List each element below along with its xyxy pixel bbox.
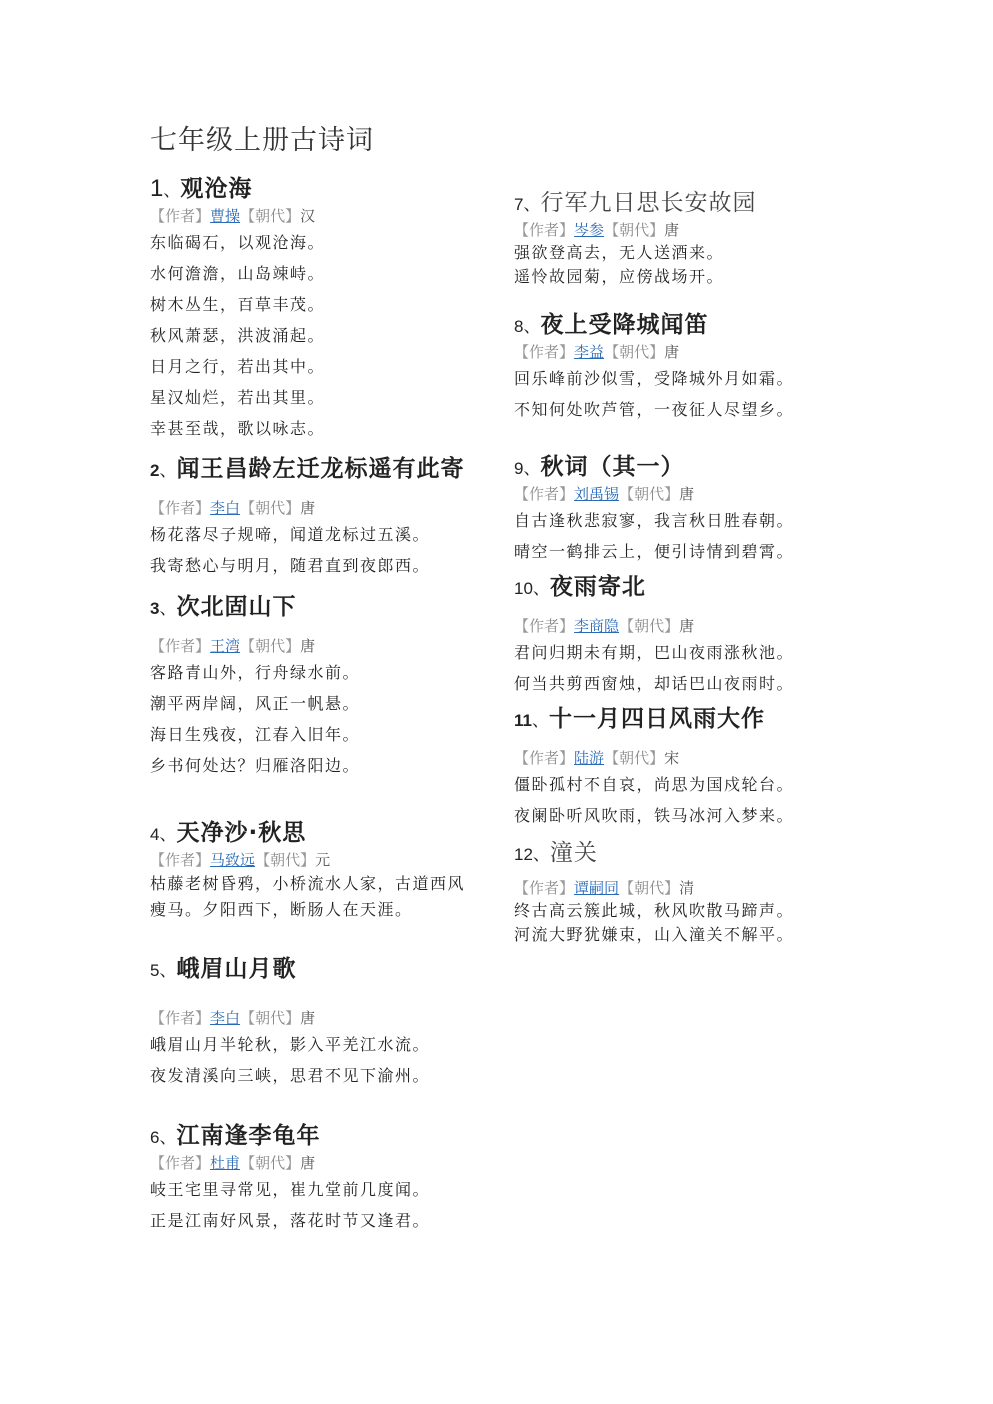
poem-title [514,306,794,339]
poem-meta [514,615,794,637]
poem-line: 不知何处吹芦管，一夜征人尽望乡。 [514,400,795,419]
poem [514,700,794,831]
poem-line: 正是江南好风景，落花时节又逢君。 [150,1211,431,1230]
poem-line: 自古逢秋悲寂寥，我言秋日胜春朝。 [514,511,795,530]
poem-number-separator: 、 [532,845,550,865]
poem-number-separator: 、 [532,579,550,599]
poem-title [514,700,794,733]
dynasty-label: 朝代 [255,1009,286,1027]
poem-meta [514,747,794,769]
poem-title-text: 江南逢李龟年 [176,1123,321,1149]
dynasty-label: 朝代 [634,617,665,635]
poem-title [150,588,360,621]
dynasty-value: 清 [679,879,695,897]
poem-number: 12 [514,845,533,864]
poem-number: 1 [150,175,164,202]
dynasty-label: 朝代 [255,1154,286,1172]
poem [514,834,794,947]
author-label: 作者 [165,499,196,517]
dynasty-value: 唐 [300,499,316,517]
bracket-close: 】 [559,749,575,767]
bracket-close: 】 [664,617,680,635]
poem [514,184,756,289]
dynasty-value: 唐 [664,343,680,361]
bracket-close: 】 [559,485,575,503]
poem-line: 乡书何处达？归雁洛阳边。 [150,756,361,775]
author-label: 作者 [529,221,560,239]
poem-title-text: 十一月四日风雨大作 [548,706,765,732]
author-link[interactable]: 刘禹锡 [574,485,620,503]
poem-line: 峨眉山月半轮秋，影入平羌江水流。 [150,1035,431,1054]
bracket-close: 】 [285,637,301,655]
poem-title [150,950,430,983]
poem-title-text: 夜上受降城闻笛 [540,312,709,338]
poem-title-text: 天净沙·秋思 [176,820,307,846]
author-link[interactable]: 马致远 [210,851,256,869]
author-label: 作者 [529,617,560,635]
poem-line: 僵卧孤村不自哀，尚思为国戍轮台。 [514,775,795,794]
bracket-open: 【 [150,1009,166,1027]
poem-number-separator: 、 [523,317,541,337]
bracket-open: 【 [604,343,620,361]
poem-number: 6 [150,1128,160,1147]
bracket-close: 】 [195,1154,211,1172]
bracket-close: 】 [559,221,575,239]
bracket-open: 【 [514,749,530,767]
bracket-close: 】 [664,879,680,897]
bracket-open: 【 [240,207,256,225]
bracket-open: 【 [240,1154,256,1172]
bracket-close: 】 [195,1009,211,1027]
poem-title-text: 峨眉山月歌 [176,956,297,982]
poem-line: 星汉灿烂，若出其里。 [150,388,326,407]
poem-number: 10 [514,579,533,598]
poem-line: 强欲登高去，无人送酒来。 [514,243,725,262]
dynasty-label: 朝代 [619,749,650,767]
author-label: 作者 [165,207,196,225]
poem-line: 水何澹澹，山岛竦峙。 [150,264,326,283]
bracket-close: 】 [559,617,575,635]
author-label: 作者 [165,1154,196,1172]
poem-title [514,834,794,867]
poem-line: 枯藤老树昏鸦，小桥流水人家，古道西风瘦马。夕阳西下，断肠人在天涯。 [150,874,466,919]
poem-line: 何当共剪西窗烛，却话巴山夜雨时。 [514,674,795,693]
dynasty-label: 朝代 [270,851,301,869]
dynasty-label: 朝代 [619,221,650,239]
bracket-close: 】 [195,207,211,225]
poem-title-text: 潼关 [549,840,598,866]
author-label: 作者 [165,1009,196,1027]
poem-number: 7 [514,195,524,214]
poem [150,1117,430,1236]
poem-meta [514,483,794,505]
dynasty-value: 唐 [300,637,316,655]
poem-line: 岐王宅里寻常见，崔九堂前几度闻。 [150,1180,431,1199]
poem-title [150,170,325,203]
bracket-open: 【 [514,221,530,239]
poem-meta [150,849,480,871]
poem [150,170,325,444]
dynasty-value: 元 [315,851,331,869]
bracket-close: 】 [649,749,665,767]
bracket-open: 【 [514,343,530,361]
poem-line: 晴空一鹤排云上，便引诗情到碧霄。 [514,542,795,561]
dynasty-value: 唐 [300,1154,316,1172]
poem-number: 11 [514,711,532,730]
bracket-close: 】 [649,343,665,361]
poem-line: 夜发清溪向三峡，思君不见下渝州。 [150,1066,431,1085]
bracket-close: 】 [285,1009,301,1027]
author-link[interactable]: 王湾 [210,637,241,655]
poem-line: 我寄愁心与明月，随君直到夜郎西。 [150,556,431,575]
poem-number: 4 [150,825,160,844]
author-label: 作者 [165,637,196,655]
poem-number-separator: 、 [531,711,549,731]
bracket-open: 【 [619,617,635,635]
poem-number-separator: 、 [523,195,541,215]
author-label: 作者 [529,749,560,767]
bracket-close: 】 [559,879,575,897]
dynasty-label: 朝代 [634,879,665,897]
bracket-close: 】 [195,499,211,517]
poem-title [150,1117,430,1150]
bracket-open: 【 [240,637,256,655]
bracket-open: 【 [514,485,530,503]
poem-title-text: 观沧海 [180,176,253,202]
bracket-open: 【 [619,879,635,897]
bracket-close: 】 [195,851,211,869]
poem [514,448,794,567]
dynasty-label: 朝代 [255,499,286,517]
bracket-open: 【 [619,485,635,503]
poem-number-separator: 、 [159,961,177,981]
poem-number-separator: 、 [159,599,177,619]
bracket-open: 【 [150,851,166,869]
poem-title-text: 夜雨寄北 [549,574,646,600]
poem-line: 树木丛生，百草丰茂。 [150,295,326,314]
poem-number: 3 [150,599,160,618]
bracket-close: 】 [559,343,575,361]
poem [150,588,360,781]
poem-line: 幸甚至哉，歌以咏志。 [150,419,326,438]
poem-meta [150,205,325,227]
poem-number-separator: 、 [159,461,177,481]
poem-line: 君问归期未有期，巴山夜雨涨秋池。 [514,643,795,662]
author-link[interactable]: 谭嗣同 [574,879,620,897]
bracket-close: 】 [664,485,680,503]
poem-meta [150,1152,430,1174]
author-link[interactable]: 杜甫 [210,1154,241,1172]
dynasty-label: 朝代 [255,637,286,655]
poem [514,568,794,699]
author-link[interactable]: 李白 [210,499,241,517]
poem-number: 9 [514,459,524,478]
poem [514,306,794,425]
bracket-open: 【 [514,617,530,635]
poem-line: 东临碣石，以观沧海。 [150,233,326,252]
poem [150,450,464,581]
poem-title [150,450,464,483]
dynasty-value: 汉 [300,207,316,225]
bracket-open: 【 [604,749,620,767]
author-link[interactable]: 李益 [574,343,605,361]
dynasty-label: 朝代 [634,485,665,503]
poem-line: 秋风萧瑟，洪波涌起。 [150,326,326,345]
poem-number: 8 [514,317,524,336]
poem-meta [150,1007,430,1029]
bracket-close: 】 [195,637,211,655]
poem-number-separator: 、 [159,1128,177,1148]
poem-line: 河流大野犹嫌束，山入潼关不解平。 [514,925,795,944]
author-link[interactable]: 曹操 [210,207,241,225]
poem-title-text: 闻王昌龄左迁龙标遥有此寄 [176,456,465,482]
poem-number-separator: 、 [523,459,541,479]
poem [150,814,480,923]
author-link[interactable]: 李商隐 [574,617,620,635]
dynasty-label: 朝代 [619,343,650,361]
bracket-close: 】 [649,221,665,239]
poem-line: 客路青山外，行舟绿水前。 [150,663,361,682]
bracket-open: 【 [514,879,530,897]
poem-line: 杨花落尽子规啼，闻道龙标过五溪。 [150,525,431,544]
bracket-close: 】 [285,499,301,517]
poem-number: 2 [150,461,160,480]
poem-title [514,568,794,601]
bracket-open: 【 [240,499,256,517]
poem-line: 日月之行，若出其中。 [150,357,326,376]
dynasty-value: 唐 [300,1009,316,1027]
dynasty-value: 唐 [679,617,695,635]
poem-title-text: 行军九日思长安故园 [540,190,757,216]
author-label: 作者 [529,485,560,503]
bracket-open: 【 [604,221,620,239]
poem-line: 遥怜故园菊，应傍战场开。 [514,267,725,286]
poem-line: 海日生残夜，江春入旧年。 [150,725,361,744]
bracket-close: 】 [300,851,316,869]
poem-number: 5 [150,961,160,980]
author-label: 作者 [529,879,560,897]
bracket-open: 【 [150,1154,166,1172]
poem-line: 终古高云簇此城，秋风吹散马蹄声。 [514,901,795,920]
poem-line: 潮平两岸阔，风正一帆悬。 [150,694,361,713]
dynasty-value: 宋 [664,749,680,767]
dynasty-label: 朝代 [255,207,286,225]
bracket-open: 【 [255,851,271,869]
dynasty-value: 唐 [679,485,695,503]
poem-title-text: 秋词（其一） [540,454,685,480]
author-link[interactable]: 陆游 [574,749,605,767]
poem [150,950,430,1091]
poem-number-separator: 、 [159,825,177,845]
bracket-open: 【 [150,499,166,517]
author-label: 作者 [165,851,196,869]
author-link[interactable]: 岑参 [574,221,605,239]
poem-title [150,814,480,847]
bracket-open: 【 [240,1009,256,1027]
poem-title [514,184,756,217]
author-label: 作者 [529,343,560,361]
bracket-open: 【 [150,637,166,655]
poem-meta [514,877,794,899]
bracket-close: 】 [285,1154,301,1172]
poem-title [514,448,794,481]
author-link[interactable]: 李白 [210,1009,241,1027]
poem-meta [150,635,360,657]
poem-meta [514,341,794,363]
poem-title-text: 次北固山下 [176,594,297,620]
poem-line: 回乐峰前沙似雪，受降城外月如霜。 [514,369,795,388]
poem-meta [150,497,464,519]
poem-number-separator: 、 [163,181,181,201]
poem-meta [514,219,756,241]
page-title: 七年级上册古诗词 [150,125,374,156]
poem-line: 夜阑卧听风吹雨，铁马冰河入梦来。 [514,806,795,825]
bracket-close: 】 [285,207,301,225]
bracket-open: 【 [150,207,166,225]
dynasty-value: 唐 [664,221,680,239]
